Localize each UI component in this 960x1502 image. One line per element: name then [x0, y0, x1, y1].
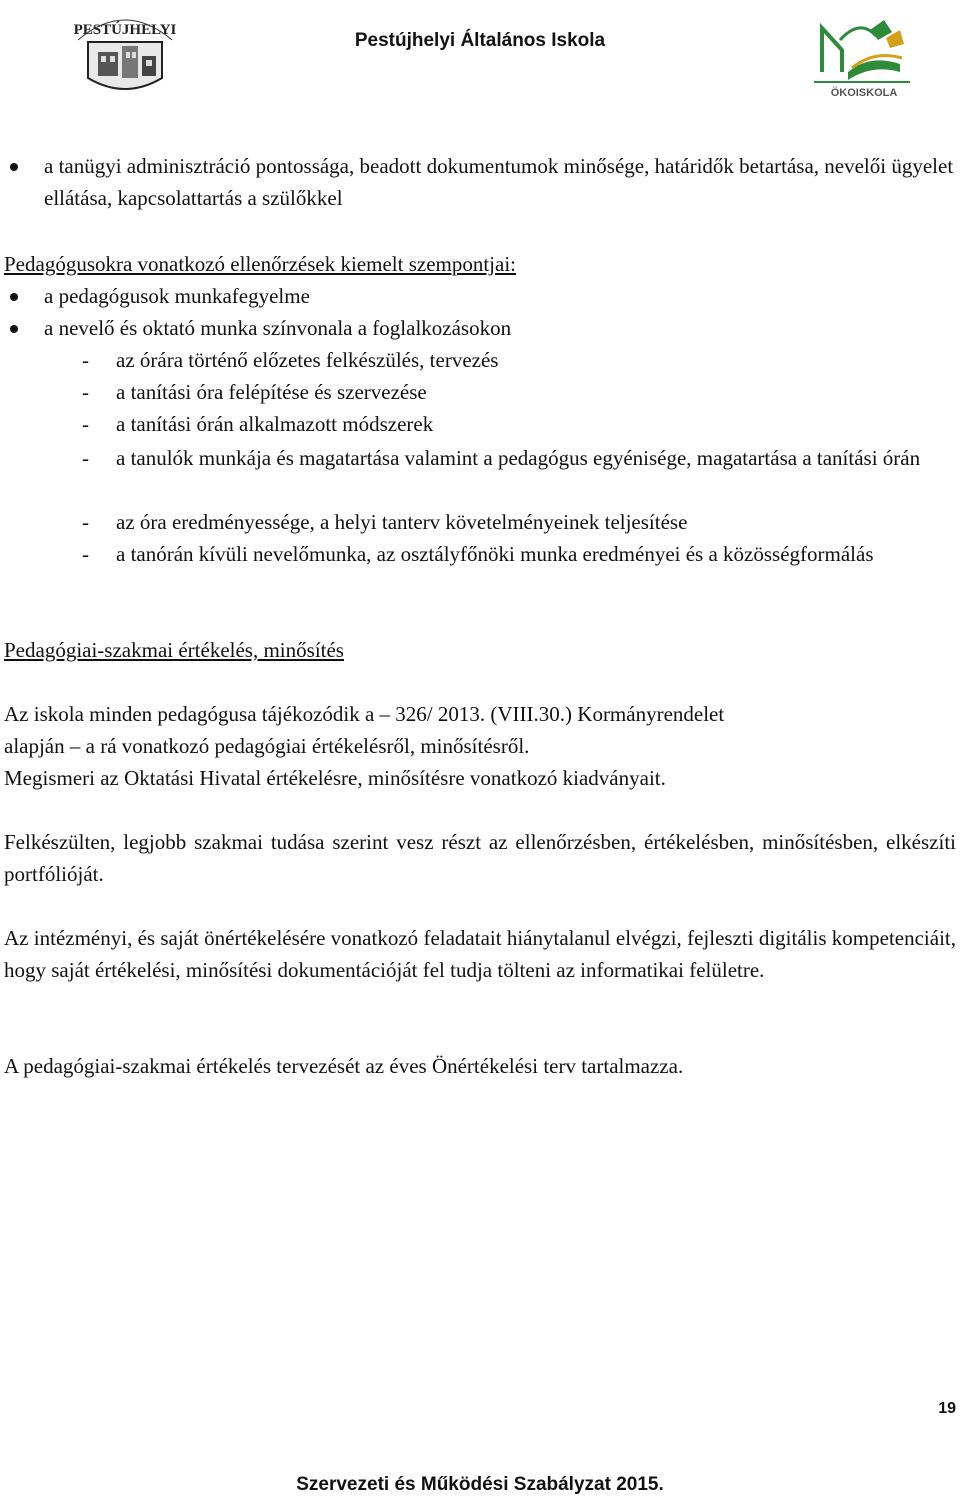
paragraph: A pedagógiai-szakmai értékelés tervezését az éves Önértékelési terv tartalmazza.: [4, 1054, 684, 1078]
bullet-text: a pedagógusok munkafegyelme: [44, 284, 310, 308]
section-heading: Pedagógiai-szakmai értékelés, minősítés: [4, 638, 344, 662]
dash-mark: -: [82, 542, 89, 566]
header-school-name: Pestújhelyi Általános Iskola: [354, 30, 606, 51]
sub-item-text: a tanórán kívüli nevelőmunka, az osztályfőnöki munka eredményei és a közösségformálás: [116, 542, 874, 566]
bullet-icon: [10, 293, 18, 301]
paragraph: Az intézményi, és saját önértékelésére vonatkozó feladatait hiánytalanul elvégzi, fejleszti digitális kompetenciáit, hogy saját értékelési, minősítési dokumentációját fel tudja tölteni az informatikai felületre.: [4, 926, 956, 982]
sub-item-text: a tanulók munkája és magatartása valamint a pedagógus egyénisége, magatartása a tanítási órán: [116, 446, 921, 470]
sub-item-text: az órára történő előzetes felkészülés, tervezés: [116, 348, 499, 372]
sub-item-text: az óra eredményessége, a helyi tanterv követelményeinek teljesítése: [116, 510, 688, 534]
logo-right-text: ÖKOISKOLA: [830, 87, 898, 99]
bullet-icon: [10, 325, 18, 333]
footer-title: Szervezeti és Működési Szabályzat 2015.: [296, 1474, 664, 1495]
paragraph: Felkészülten, legjobb szakmai tudása szerint vesz részt az ellenőrzésben, értékelésben, minősítésben, elkészíti portfólióját.: [4, 830, 956, 886]
dash-mark: -: [82, 380, 89, 404]
dash-mark: -: [82, 446, 89, 470]
logo-left-text: PESTÚJHELYI: [73, 22, 177, 38]
bullet-text: a tanügyi adminisztráció pontossága, beadott dokumentumok minősége, határidők betartása, nevelői ügyelet ellátása, kapcsolattartás a szülőkkel: [44, 154, 954, 210]
dash-mark: -: [82, 510, 89, 534]
sub-item-text: a tanítási órán alkalmazott módszerek: [116, 412, 434, 436]
paragraph-line: Az iskola minden pedagógusa tájékozódik a – 326/ 2013. (VIII.30.) Kormányrendelet: [4, 702, 725, 726]
sub-item-text: a tanítási óra felépítése és szervezése: [116, 380, 427, 404]
bullet-icon: [10, 163, 18, 171]
paragraph-line: alapján – a rá vonatkozó pedagógiai értékelésről, minősítésről.: [4, 734, 530, 758]
dash-mark: -: [82, 412, 89, 436]
ecoschool-logo: [800, 10, 920, 100]
dash-mark: -: [82, 348, 89, 372]
bullet-text: a nevelő és oktató munka színvonala a foglalkozásokon: [44, 316, 512, 340]
section-heading: Pedagógusokra vonatkozó ellenőrzések kiemelt szempontjai:: [4, 252, 517, 276]
paragraph-line: Megismeri az Oktatási Hivatal értékelésre, minősítésre vonatkozó kiadványait.: [4, 766, 666, 790]
school-crest-logo: [70, 4, 180, 100]
page-number: 19: [938, 1400, 956, 1417]
